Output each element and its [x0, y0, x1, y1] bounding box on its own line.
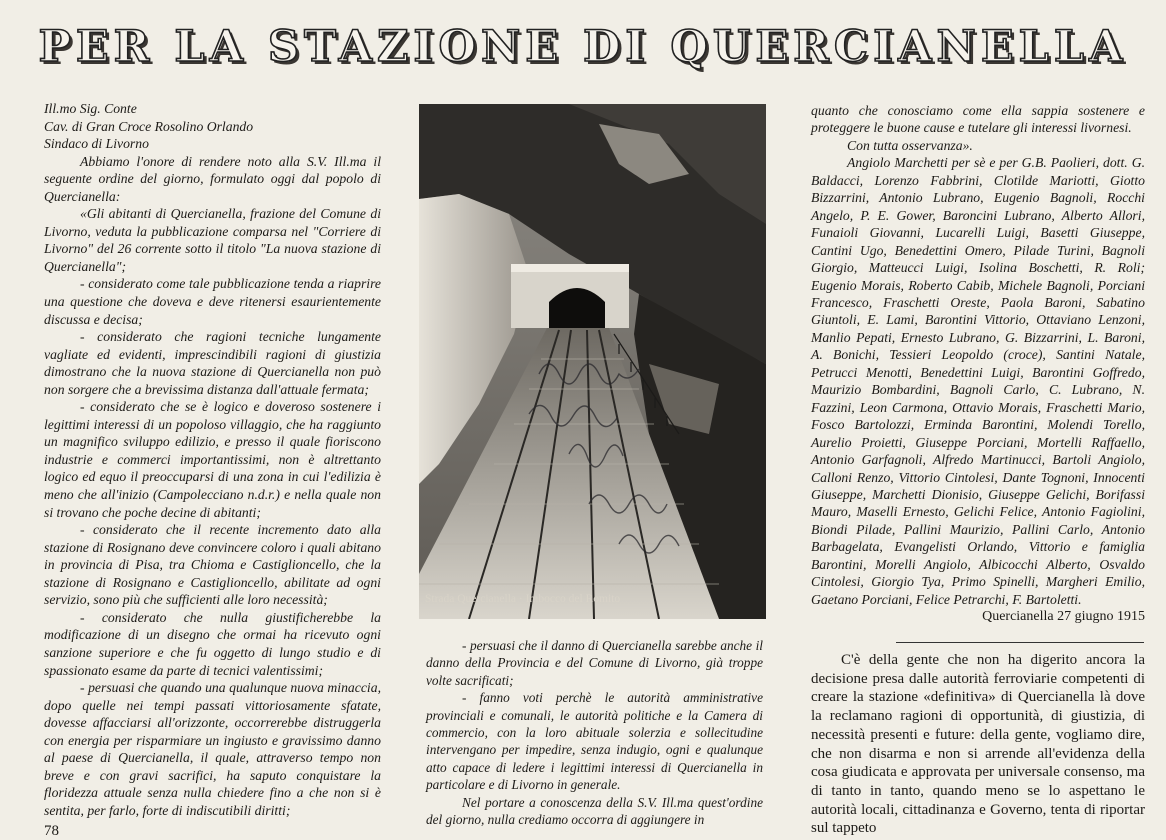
- paragraph: - persuasi che il danno di Quercianella sarebbe anche il danno della Provincia e del Comune di Livorno, già troppe volte sacrificati;: [426, 638, 763, 688]
- letter-middle-column: [426, 637, 763, 828]
- paragraph: Nel portare a conoscenza della S.V. Ill.ma quest'ordine del giorno, nulla crediamo occorra di aggiungere in: [426, 794, 763, 828]
- salutation-line: Ill.mo Sig. Conte: [44, 101, 137, 116]
- paragraph: «Gli abitanti di Quercianella, frazione del Comune di Livorno, veduta la pubblicazione comparsa nel "Corriere di Livorno" del 26 corrente sotto il titolo "La nuova stazione di Quercianella";: [44, 206, 381, 274]
- paragraph: - persuasi che quando una qualunque nuova minaccia, dopo quelle nei tempi passati vittoriosamente sfatate, dovesse affacciarsi all'orizzonte, occorrerebbe distruggerla con energia per risparmiare un ingiusto e gravissimo danno al paese di Quercianella, il quale, attraverso tempo non breve e con gravi sacrifici, ha saputo conquistare la floridezza attuale senza nulla chiedere fino a che non si è sentita, per farlo, forte di indiscutibili diritti;: [44, 680, 381, 818]
- paragraph: - considerato come tale pubblicazione tenda a riaprire una questione che doveva e deve ritenersi esaurientemente discussa e decisa;: [44, 276, 381, 327]
- paragraph: quanto che conosciamo come ella sappia sostenere e proteggere le buone cause e tutelare gli interessi livornesi.: [811, 103, 1145, 136]
- paragraph: - considerato che se è logico e doveroso sostenere i legittimi interessi di un popoloso villaggio, che ha raggiunto un magnifico sviluppo edilizio, e presso il quale fioriscono industrie e commerci importantissimi, non è altrettanto logico ed equo il preoccuparsi di una zona in cui l'edilizia è meno che all'inizio (Campolecciano n.d.r.) e nella quale non si trovano che poche decine di abitanti;: [44, 399, 381, 520]
- paragraph: Con tutta osservanza».: [847, 137, 973, 153]
- letter-left-column: [44, 100, 381, 819]
- salutation-line: Cav. di Gran Croce Rosolino Orlando: [44, 118, 254, 134]
- divider-rule: [896, 642, 1144, 643]
- paragraph: - fanno voti perchè le autorità amministrative provinciali e comunali, le autorità politiche e la Camera di commercio, con la loro abituale solerzia e sollecitudine intervengano per impedire, senza indugio, ogni e qualunque atto capace di ledere i legittimi interessi di Quercianella in particolare e di Livorno in generale.: [426, 690, 763, 793]
- paragraph: - considerato che ragioni tecniche lungamente vagliate ed evidenti, imprescindibili ragioni di giustizia dimostrano che la nuova stazione di Quercianella non può non sorgere che a brevissima distanza dall'attuale fermata;: [44, 329, 381, 397]
- date-signoff: Quercianella 27 giugno 1915: [982, 609, 1145, 625]
- paragraph: - considerato che il recente incremento dato alla stazione di Rosignano deve convincere coloro i quali abitano in provincia di Pisa, tra Chioma e Castiglioncello, che la stazione di Rosignano e Castiglioncello, abilitate ad ogni servizio, sono più che sufficienti alle loro necessità;: [44, 522, 381, 608]
- commentary-paragraph: C'è della gente che non ha digerito ancora la decisione presa dalle autorità ferroviarie competenti di creare la stazione «definitiva» di Quercianella là dove la reclamano ragioni di opportunità, di giustizia, di necessità presenti e future: della gente, vogliamo dire, che non disarma e non si arrende all'evidenza della cosa giudicata e approvata per universale consenso, ma di tanto in tanto, quando meno se lo aspettano le autorità locali, cittadinanza e Governo, tenta di riportar sul tappeto: [811, 652, 1145, 837]
- signatories: Angiolo Marchetti per sè e per G.B. Paolieri, dott. G. Baldacci, Lorenzo Fabbrini, Clotilde Mariotti, Giotto Bizzarrini, Antonio Lubrano, Eugenio Bagnoli, Rocchi Angelo, P. E. Gower, Baroncini Lubrano, Alberto Allori, Funaioli Giovanni, Lucarelli Luigi, Basetti Giuseppe, Cantini Ugo, Benedettini Omero, Pilade Turini, Bagnoli Giorgio, Matteucci Luigi, Isolina Boschetti, R. Roli; Eugenio Morais, Roberto Cabib, Michele Bagnoli, Porciani Francesco, Fraschetti Oreste, Paola Baroni, Sabatino Giuntoli, E. Lami, Barontini Vittorio, Ottaviano Lenzoni, Manlio Pepati, Ernesto Lubrano, G. Bizzarrini, L. Baroni, A. Bonichi, Tessieri Leopoldo (croce), Santini Natale, Petrucci Menotti, Benedettini Luigi, Barontini Goffredo, Maurizio Bombardini, Bagnoli Carlo, C. Lubrano, N. Fazzini, Leon Carmona, Ottavio Morais, Fraschetti Mario, Fosco Bartolozzi, Erminda Barontini, Molendi Torello, Aurelio Proietti, Giuseppe Porciani, Mortelli Raffaello, Antonio Garfagnoli, Alfredo Martinucci, Bartoli Angiolo, Calloni Renzo, Vittorio Cintolesi, Dante Tognoni, Innocenti Giuseppe, Marchetti Dionisio, Giuseppe Gelichi, Borifassi Mauro, Maselli Ernesto, Gelichi Felice, Antonio Fagiolini, Biondi Pilade, Pallini Maurizio, Pallini Carlo, Antonio Barbagelata, Evangelisti Orlando, Vittorio e famiglia Barontini, Morelli Angiolo, Albicocchi Alberto, Osvaldo Cintolesi, Giorgio Tya, Primo Spinelli, Margheri Emilio, Gaetano Porciani, Felice Petrarchi, F. Bartoletti.: [811, 155, 1145, 607]
- page-number: 78: [44, 823, 59, 839]
- letter-right-column: [811, 102, 1145, 626]
- tunnel-photograph: [419, 104, 766, 619]
- salutation-line: Sindaco di Livorno: [44, 136, 149, 152]
- paragraph: - considerato che nulla giustificherebbe la modificazione di un disegno che ormai ha ricevuto ogni sanzione superiore e che fu oggetto di lungo studio e di spassionato esame da parte di tecnici valentissimi;: [44, 609, 381, 678]
- paragraph: Abbiamo l'onore di rendere noto alla S.V. Ill.ma il seguente ordine del giorno, formulato oggi dal popolo di Quercianella:: [44, 153, 381, 204]
- photo-caption: Strada Quercianella · Imbocco del Romito: [425, 593, 621, 605]
- page-title: PER LA STAZIONE DI QUERCIANELLA: [38, 22, 1128, 72]
- commentary-column: [811, 651, 1145, 838]
